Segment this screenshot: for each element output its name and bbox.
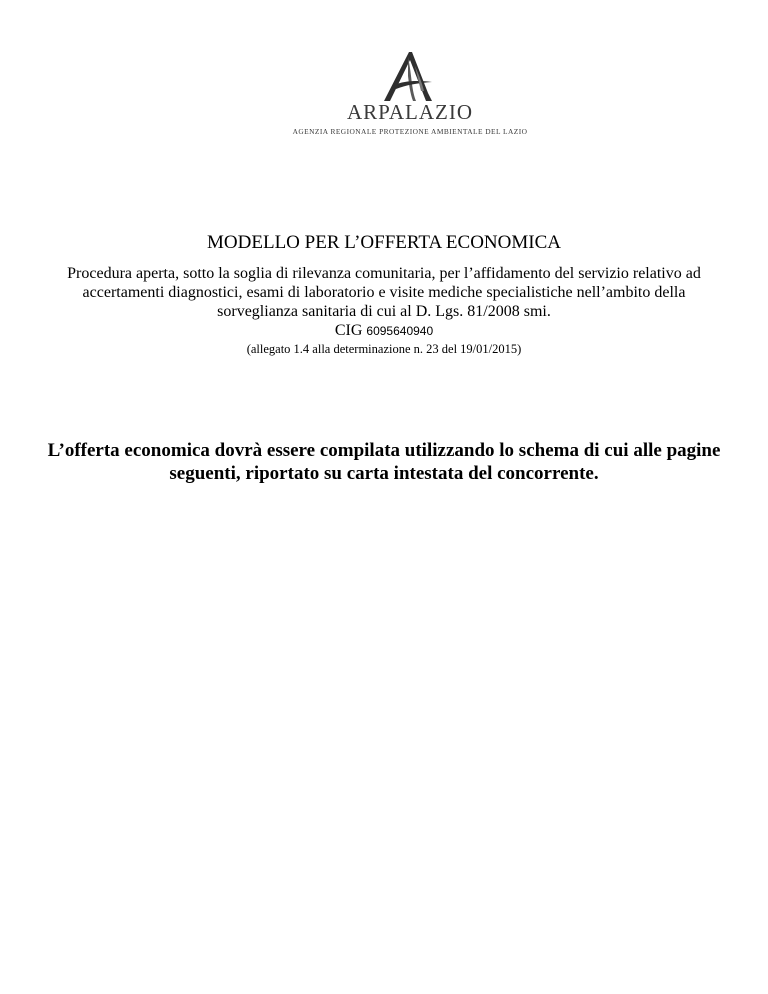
page-title: MODELLO PER L’OFFERTA ECONOMICA [207,232,561,253]
arpalazio-emblem-icon [380,48,440,102]
agency-logo [270,48,550,140]
cig-label: CIG [334,322,363,339]
procedure-description: Procedura aperta, sotto la soglia di rilevanza comunitaria, per l’affidamento del servizio relativo ad accertamenti diagnostici, esami di laboratorio e visite mediche specialistiche nell’ambito della sorveglianza sanitaria di cui al D. Lgs. 81/2008 smi. [67,265,701,320]
logo-name: ARPALAZIO [346,100,474,124]
attachment-note: (allegato 1.4 alla determinazione n. 23 del 19/01/2015) [246,342,522,356]
instruction-text: L’offerta economica dovrà essere compilata utilizzando lo schema di cui alle pagine seguenti, riportato su carta intestata del concorrente. [47,440,721,484]
cig-code: 6095640940 [366,324,434,338]
logo-subtitle: AGENZIA REGIONALE PROTEZIONE AMBIENTALE DEL LAZIO [292,127,528,136]
cig-line [0,321,768,341]
